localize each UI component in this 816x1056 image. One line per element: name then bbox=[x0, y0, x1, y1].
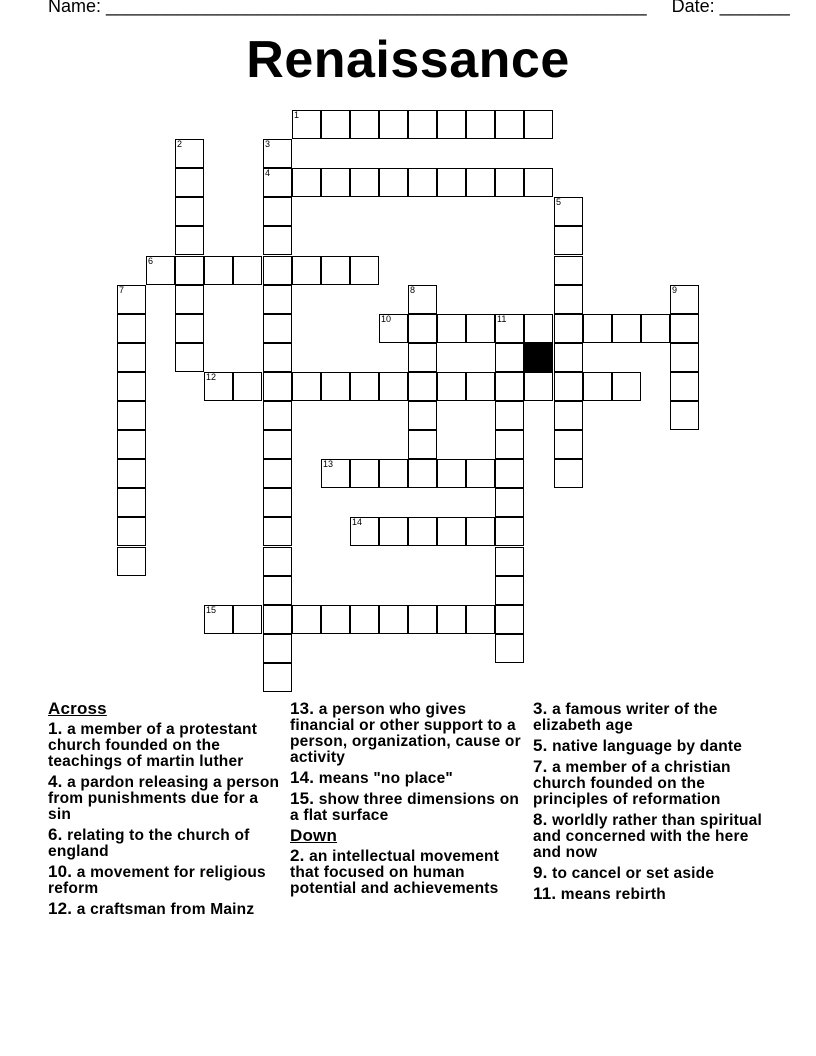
grid-cell[interactable] bbox=[204, 256, 233, 285]
grid-cell[interactable] bbox=[437, 372, 466, 401]
grid-cell[interactable] bbox=[466, 459, 495, 488]
clue-item-number: 13. bbox=[290, 699, 315, 718]
grid-cell[interactable] bbox=[554, 430, 583, 459]
grid-cell[interactable] bbox=[263, 343, 292, 372]
clue-item-number: 1. bbox=[48, 719, 63, 738]
grid-cell[interactable] bbox=[466, 372, 495, 401]
clue-item-number: 12. bbox=[48, 899, 73, 918]
clue-item-text: a famous writer of the elizabeth age bbox=[533, 701, 718, 734]
name-field[interactable]: ______________________________________________________ bbox=[106, 0, 647, 16]
grid-cell[interactable] bbox=[524, 372, 553, 401]
grid-cell[interactable] bbox=[292, 110, 321, 139]
grid-cell[interactable] bbox=[117, 285, 146, 314]
grid-cell[interactable] bbox=[379, 110, 408, 139]
grid-cell[interactable] bbox=[495, 517, 524, 546]
grid-cell[interactable] bbox=[670, 372, 699, 401]
grid-cell[interactable] bbox=[263, 517, 292, 546]
grid-cell[interactable] bbox=[495, 634, 524, 663]
clue-item-number: 10. bbox=[48, 862, 73, 881]
grid-cell[interactable] bbox=[641, 314, 670, 343]
grid-cell[interactable] bbox=[554, 372, 583, 401]
grid-cell[interactable] bbox=[554, 343, 583, 372]
grid-cell[interactable] bbox=[524, 168, 553, 197]
clue-item bbox=[290, 701, 522, 766]
grid-cell[interactable] bbox=[350, 110, 379, 139]
grid-cell[interactable] bbox=[554, 256, 583, 285]
grid-cell[interactable] bbox=[350, 372, 379, 401]
clue-number: 14 bbox=[352, 517, 363, 527]
grid-cell[interactable] bbox=[175, 139, 204, 168]
grid-cell[interactable] bbox=[233, 605, 262, 634]
grid-cell[interactable] bbox=[408, 517, 437, 546]
grid-cell[interactable] bbox=[495, 110, 524, 139]
grid-cell[interactable] bbox=[554, 226, 583, 255]
grid-cell[interactable] bbox=[408, 168, 437, 197]
clue-item bbox=[48, 864, 280, 897]
grid-cell[interactable] bbox=[263, 576, 292, 605]
clue-item bbox=[533, 812, 765, 861]
clue-item-number: 6. bbox=[48, 825, 63, 844]
clue-item-text: a member of a protestant church founded on the teachings of martin luther bbox=[48, 721, 258, 770]
clue-number: 5 bbox=[556, 197, 562, 207]
grid-cell[interactable] bbox=[263, 285, 292, 314]
grid-cell[interactable] bbox=[495, 459, 524, 488]
grid-cell[interactable] bbox=[612, 314, 641, 343]
grid-cell[interactable] bbox=[263, 605, 292, 634]
grid-cell[interactable] bbox=[554, 459, 583, 488]
clue-column-1 bbox=[48, 701, 280, 922]
grid-cell[interactable] bbox=[437, 110, 466, 139]
grid-cell[interactable] bbox=[117, 401, 146, 430]
clue-item-text: a member of a christian church founded on the principles of reformation bbox=[533, 759, 731, 808]
clue-item bbox=[48, 774, 280, 823]
grid-cell[interactable] bbox=[408, 314, 437, 343]
clue-item-number: 9. bbox=[533, 863, 548, 882]
date-field[interactable]: _______ bbox=[719, 0, 790, 16]
grid-cell[interactable] bbox=[554, 401, 583, 430]
grid-cell[interactable] bbox=[117, 517, 146, 546]
grid-cell[interactable] bbox=[670, 343, 699, 372]
grid-cell[interactable] bbox=[495, 372, 524, 401]
clue-item-text: a movement for religious reform bbox=[48, 864, 266, 897]
grid-cell[interactable] bbox=[263, 401, 292, 430]
black-cell bbox=[524, 343, 553, 372]
clue-item bbox=[290, 770, 522, 787]
grid-cell[interactable] bbox=[554, 197, 583, 226]
grid-cell[interactable] bbox=[466, 517, 495, 546]
clue-number: 13 bbox=[323, 459, 334, 469]
grid-cell[interactable] bbox=[321, 459, 350, 488]
clue-item bbox=[290, 848, 522, 897]
grid-cell[interactable] bbox=[204, 372, 233, 401]
clue-item-text: a person who gives financial or other support to a person, organization, cause or activity bbox=[290, 701, 521, 766]
grid-cell[interactable] bbox=[350, 256, 379, 285]
grid-cell[interactable] bbox=[117, 430, 146, 459]
grid-cell[interactable] bbox=[524, 110, 553, 139]
grid-cell[interactable] bbox=[146, 256, 175, 285]
grid-cell[interactable] bbox=[321, 110, 350, 139]
clue-item-number: 14. bbox=[290, 768, 315, 787]
grid-cell[interactable] bbox=[408, 401, 437, 430]
grid-cell[interactable] bbox=[554, 285, 583, 314]
clue-item-text: relating to the church of england bbox=[48, 827, 250, 860]
clue-item bbox=[290, 791, 522, 824]
grid-cell[interactable] bbox=[495, 401, 524, 430]
grid-cell[interactable] bbox=[321, 605, 350, 634]
grid-cell[interactable] bbox=[495, 343, 524, 372]
clue-item-text: worldly rather than spiritual and concerned with the here and now bbox=[533, 812, 763, 861]
clue-number: 3 bbox=[265, 139, 271, 149]
grid-cell[interactable] bbox=[379, 517, 408, 546]
clue-item-number: 3. bbox=[533, 699, 548, 718]
grid-cell[interactable] bbox=[263, 488, 292, 517]
grid-cell[interactable] bbox=[437, 605, 466, 634]
grid-cell[interactable] bbox=[175, 168, 204, 197]
grid-cell[interactable] bbox=[379, 168, 408, 197]
grid-cell[interactable] bbox=[117, 372, 146, 401]
grid-cell[interactable] bbox=[437, 314, 466, 343]
grid-cell[interactable] bbox=[263, 634, 292, 663]
clue-number: 7 bbox=[119, 285, 125, 295]
clue-item-number: 5. bbox=[533, 736, 548, 755]
clue-item-number: 2. bbox=[290, 846, 305, 865]
grid-cell[interactable] bbox=[263, 139, 292, 168]
grid-cell[interactable] bbox=[350, 459, 379, 488]
clue-item-text: a craftsman from Mainz bbox=[72, 901, 255, 918]
grid-cell[interactable] bbox=[263, 226, 292, 255]
grid-cell[interactable] bbox=[263, 663, 292, 692]
grid-cell[interactable] bbox=[437, 168, 466, 197]
clue-number: 2 bbox=[177, 139, 183, 149]
clue-number: 6 bbox=[148, 256, 154, 266]
grid-cell[interactable] bbox=[292, 372, 321, 401]
clue-item-text: to cancel or set aside bbox=[547, 865, 715, 882]
grid-cell[interactable] bbox=[263, 547, 292, 576]
grid-cell[interactable] bbox=[554, 314, 583, 343]
grid-cell[interactable] bbox=[466, 110, 495, 139]
grid-cell[interactable] bbox=[117, 488, 146, 517]
clue-number: 8 bbox=[410, 285, 416, 295]
clue-item-text: a pardon releasing a person from punishments due for a sin bbox=[48, 774, 280, 823]
grid-cell[interactable] bbox=[204, 605, 233, 634]
grid-cell[interactable] bbox=[263, 372, 292, 401]
grid-cell[interactable] bbox=[292, 256, 321, 285]
grid-cell[interactable] bbox=[233, 372, 262, 401]
clue-item bbox=[533, 759, 765, 808]
clue-number: 9 bbox=[672, 285, 678, 295]
grid-cell[interactable] bbox=[175, 256, 204, 285]
grid-cell[interactable] bbox=[379, 605, 408, 634]
grid-cell[interactable] bbox=[466, 168, 495, 197]
clue-number: 12 bbox=[206, 372, 217, 382]
grid-cell[interactable] bbox=[321, 168, 350, 197]
clue-item bbox=[48, 901, 280, 918]
clue-item bbox=[533, 886, 765, 903]
grid-cell[interactable] bbox=[612, 372, 641, 401]
grid-cell[interactable] bbox=[670, 401, 699, 430]
grid-cell[interactable] bbox=[670, 314, 699, 343]
grid-cell[interactable] bbox=[175, 226, 204, 255]
grid-cell[interactable] bbox=[408, 372, 437, 401]
clue-item-number: 4. bbox=[48, 772, 63, 791]
grid-cell[interactable] bbox=[495, 430, 524, 459]
name-label: Name: bbox=[48, 0, 102, 16]
grid-cell[interactable] bbox=[524, 314, 553, 343]
grid-cell[interactable] bbox=[437, 459, 466, 488]
grid-cell[interactable] bbox=[321, 372, 350, 401]
grid-cell[interactable] bbox=[292, 168, 321, 197]
grid-cell[interactable] bbox=[408, 459, 437, 488]
clue-item bbox=[48, 721, 280, 770]
clue-item bbox=[533, 701, 765, 734]
grid-cell[interactable] bbox=[408, 605, 437, 634]
grid-cell[interactable] bbox=[379, 372, 408, 401]
grid-cell[interactable] bbox=[495, 576, 524, 605]
grid-cell[interactable] bbox=[466, 314, 495, 343]
grid-cell[interactable] bbox=[466, 605, 495, 634]
grid-cell[interactable] bbox=[495, 547, 524, 576]
grid-cell[interactable] bbox=[175, 197, 204, 226]
clue-number: 11 bbox=[497, 314, 507, 324]
clue-item-text: show three dimensions on a flat surface bbox=[290, 791, 520, 824]
clue-number: 1 bbox=[294, 110, 300, 120]
clue-number: 4 bbox=[265, 168, 271, 178]
grid-cell[interactable] bbox=[350, 605, 379, 634]
clue-item-number: 8. bbox=[533, 810, 548, 829]
grid-cell[interactable] bbox=[670, 285, 699, 314]
grid-cell[interactable] bbox=[263, 430, 292, 459]
clue-column-3 bbox=[533, 701, 765, 907]
grid-cell[interactable] bbox=[495, 488, 524, 517]
clue-number: 10 bbox=[381, 314, 392, 324]
grid-cell[interactable] bbox=[583, 372, 612, 401]
clue-item-number: 15. bbox=[290, 789, 315, 808]
grid-cell[interactable] bbox=[263, 314, 292, 343]
clue-item-number: 7. bbox=[533, 757, 548, 776]
grid-cell[interactable] bbox=[495, 168, 524, 197]
grid-cell[interactable] bbox=[117, 314, 146, 343]
puzzle-title: Renaissance bbox=[246, 31, 570, 89]
grid-cell[interactable] bbox=[175, 285, 204, 314]
grid-cell[interactable] bbox=[117, 459, 146, 488]
grid-cell[interactable] bbox=[292, 605, 321, 634]
grid-cell[interactable] bbox=[263, 459, 292, 488]
grid-cell[interactable] bbox=[495, 314, 524, 343]
grid-cell[interactable] bbox=[583, 314, 612, 343]
grid-cell[interactable] bbox=[379, 314, 408, 343]
down-heading: Down bbox=[290, 826, 338, 845]
grid-cell[interactable] bbox=[175, 314, 204, 343]
grid-cell[interactable] bbox=[263, 168, 292, 197]
grid-cell[interactable] bbox=[350, 168, 379, 197]
grid-cell[interactable] bbox=[408, 285, 437, 314]
clue-item bbox=[48, 827, 280, 860]
grid-cell[interactable] bbox=[408, 110, 437, 139]
grid-cell[interactable] bbox=[117, 547, 146, 576]
clue-item-text: means "no place" bbox=[314, 770, 453, 787]
grid-cell[interactable] bbox=[437, 517, 466, 546]
grid-cell[interactable] bbox=[117, 343, 146, 372]
grid-cell[interactable] bbox=[350, 517, 379, 546]
clue-item bbox=[533, 738, 765, 755]
clue-item-text: an intellectual movement that focused on human potential and achievements bbox=[290, 848, 500, 897]
clue-column-2 bbox=[290, 701, 522, 901]
clue-item-number: 11. bbox=[533, 884, 557, 903]
date-label: Date: bbox=[671, 0, 715, 16]
clue-number: 15 bbox=[206, 605, 217, 615]
grid-cell[interactable] bbox=[379, 459, 408, 488]
grid-cell[interactable] bbox=[263, 256, 292, 285]
across-heading: Across bbox=[48, 699, 107, 718]
clue-item-text: native language by dante bbox=[547, 738, 743, 755]
grid-cell[interactable] bbox=[321, 256, 350, 285]
grid-cell[interactable] bbox=[263, 197, 292, 226]
clue-item-text: means rebirth bbox=[556, 886, 666, 903]
grid-cell[interactable] bbox=[233, 256, 262, 285]
grid-cell[interactable] bbox=[175, 343, 204, 372]
grid-cell[interactable] bbox=[408, 430, 437, 459]
clue-item bbox=[533, 865, 765, 882]
grid-cell[interactable] bbox=[495, 605, 524, 634]
grid-cell[interactable] bbox=[408, 343, 437, 372]
